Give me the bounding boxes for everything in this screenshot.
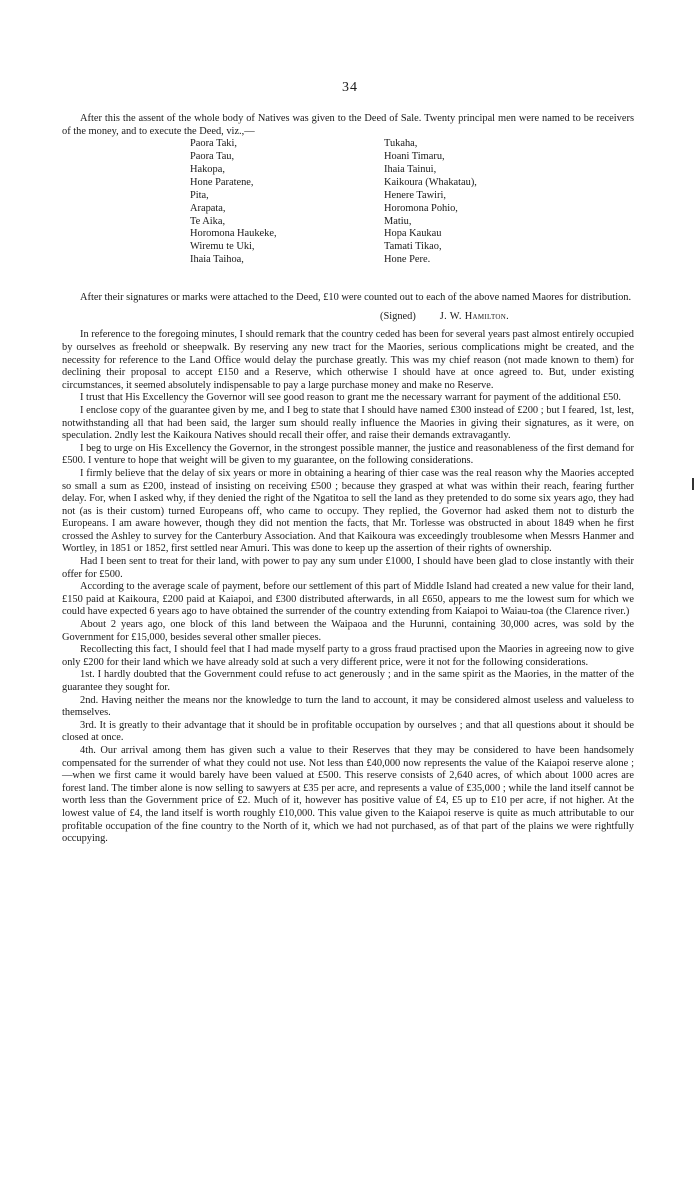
name-entry: Tukaha, [384, 138, 418, 150]
name-entry: Horomona Haukeke, [190, 228, 277, 240]
name-entry: Hone Paratene, [190, 176, 254, 188]
name-entry: Ihaia Taihoa, [190, 254, 244, 266]
numbered-consideration: 1st. I hardly doubted that the Government could refuse to act generously ; and in the same spirit as the Maories, in the matter of the guarantee they sought for. [62, 669, 634, 693]
margin-mark [692, 478, 694, 490]
signatory-name: J. W. Hamilton. [439, 310, 510, 322]
name-entry: Hoani Timaru, [384, 151, 445, 163]
receivers-list [62, 138, 634, 292]
numbered-consideration: 4th. Our arrival among them has given such a value to their Reserves that they may be considered to have been handsomely compensated for the surrender of what they could not use. Not less than £40,000 now represents the value of the Kaiapoi reserve alone ;—when we first came it would barely have been valued at £500. This reserve consists of 2,640 acres, of which about 1000 acres are forest land. The timber alone is now selling to sawyers at £35 per acre, and represents a value of £35,000 ; while the land itself cannot be worth less than the Government price of £2. Much of it, however has positive value of £4, £5 up to £10 per acre, if not higher. At the lowest value of £4, the land itself is worth roughly £10,000. This value given to the Kaiapoi reserve is quite as much attributable to our profitable occupation of the fine country to the North of it, which we had not purchased, as of that part of the plains we were rightfully occupying. [62, 744, 634, 845]
name-entry: Te Aika, [190, 215, 226, 227]
body-paragraph: I trust that His Excellency the Governor will see good reason to grant me the necessary warrant for payment of the additional £50. [80, 392, 622, 404]
name-entry: Matiu, [384, 215, 412, 227]
body-paragraph: I firmly believe that the delay of six years or more in obtaining a hearing of thier case was the real reason why the Maories accepted so small a sum as £200, instead of insisting on receiving £500 ; because they grasped at what was within their reach, fearing further delay. For, when I asked why, if they denied the right of the Ngatitoa to sell the land as they pretended to do some six years ago, they had not (as is their custom) turned Europeans off, who came to occupy. They replied, the Governor had asked them not to disturb the Europeans. I am aware however, though they did not mention the facts, that Mr. Torlesse was obstructed in about 1849 when he first crossed the Ashley to survey for the Canterbury Association. And that Kaikoura was exceedingly troublesome when Messrs Hanmer and Wortley, in 1851 or 1852, first settled near Amuri. This was done to keep up the assertion of their rights of ownership. [62, 467, 634, 555]
name-entry: Hakopa, [190, 163, 225, 175]
name-entry: Paora Tau, [190, 151, 235, 163]
name-entry: Horomona Pohio, [384, 202, 458, 214]
numbered-consideration: 2nd. Having neither the means nor the knowledge to turn the land to account, it may be considered almost useless and valueless to themselves. [62, 694, 634, 719]
name-entry: Pita, [190, 189, 209, 201]
name-entry: Hone Pere. [384, 254, 431, 266]
body-paragraph: Had I been sent to treat for their land, with power to pay any sum under £1000, I should have been glad to close instantly with their offer for £500. [62, 556, 634, 580]
names-right-column [384, 138, 477, 267]
signed-label: (Signed) [380, 310, 416, 322]
after-signatures-paragraph: After their signatures or marks were attached to the Deed, £10 were counted out to each of the above named Maores for distribution. [80, 292, 632, 304]
body-paragraph: I beg to urge on His Excellency the Governor, in the strongest possible manner, the justice and reasonableness of the first demand for £500. I venture to hope that weight will be given to my guarantee, on the following considerations. [62, 442, 634, 467]
body-paragraph: I enclose copy of the guarantee given by me, and I beg to state that I should have named £300 instead of £200 ; but I feared, 1st, lest, notwithstanding all that had been said, the larger sum should really influence the Maories in giving their signatures, as it were, on speculation. 2ndly lest the Kaikoura Natives should recall their offer, and raise their demands extravagantly. [62, 404, 634, 442]
signature-line [62, 311, 634, 324]
page-body [62, 113, 634, 846]
name-entry: Arapata, [190, 202, 226, 214]
page-number: 34 [342, 80, 358, 95]
name-entry: Tamati Tikao, [384, 241, 442, 253]
names-left-column [190, 138, 277, 267]
numbered-consideration: 3rd. It is greatly to their advantage that it should be in profitable occupation by ourselves ; and that all questions about it should be closed at once. [62, 719, 634, 744]
body-paragraph: In reference to the foregoing minutes, I should remark that the country ceded has been for several years past almost entirely occupied by ourselves as freehold or sheepwalk. By reserving any new tract for the Maories, serious complications might be created, and the necessity for reference to the Land Office would delay the purchase greatly. This was my chief reason (not made known to them) for declining their proposal to accept £150 and a Reserve, which otherwise I should have at once agreed to. But, under existing circumstances, it seemed absolutely indispensable to pay a large purchase money and make no Reserve. [62, 329, 634, 391]
intro-paragraph: After this the assent of the whole body of Natives was given to the Deed of Sale. Twenty principal men were named to be receivers of the money, and to execute the Deed, viz.,— [62, 113, 634, 137]
body-paragraph: According to the average scale of payment, before our settlement of this part of Middle Island had created a new value for their land, £150 paid at Kaikoura, £200 paid at Kaiapoi, and £300 distributed afterwards, in all £650, appears to me the lowest sum for which we could have expected 6 years ago to have obtained the surrender of the country extending from Kaiapoi to Waiau-toa (the Clarence river.) [62, 581, 634, 618]
name-entry: Henere Tawiri, [384, 189, 446, 201]
name-entry: Paora Taki, [190, 138, 237, 150]
name-entry: Kaikoura (Whakatau), [384, 176, 477, 188]
body-paragraph: About 2 years ago, one block of this land between the Waipaoa and the Hurunni, containing 30,000 acres, was sold by the Government for £15,000, besides several other smaller pieces. [62, 619, 634, 643]
name-entry: Ihaia Tainui, [384, 163, 437, 175]
name-entry: Hopa Kaukau [384, 228, 442, 240]
name-entry: Wiremu te Uki, [190, 241, 255, 253]
body-paragraph: Recollecting this fact, I should feel that I had made myself party to a gross fraud practised upon the Maories in agreeing now to give only £200 for their land which we have already sold at such a very different price, were it not for the following considerations. [62, 644, 634, 668]
